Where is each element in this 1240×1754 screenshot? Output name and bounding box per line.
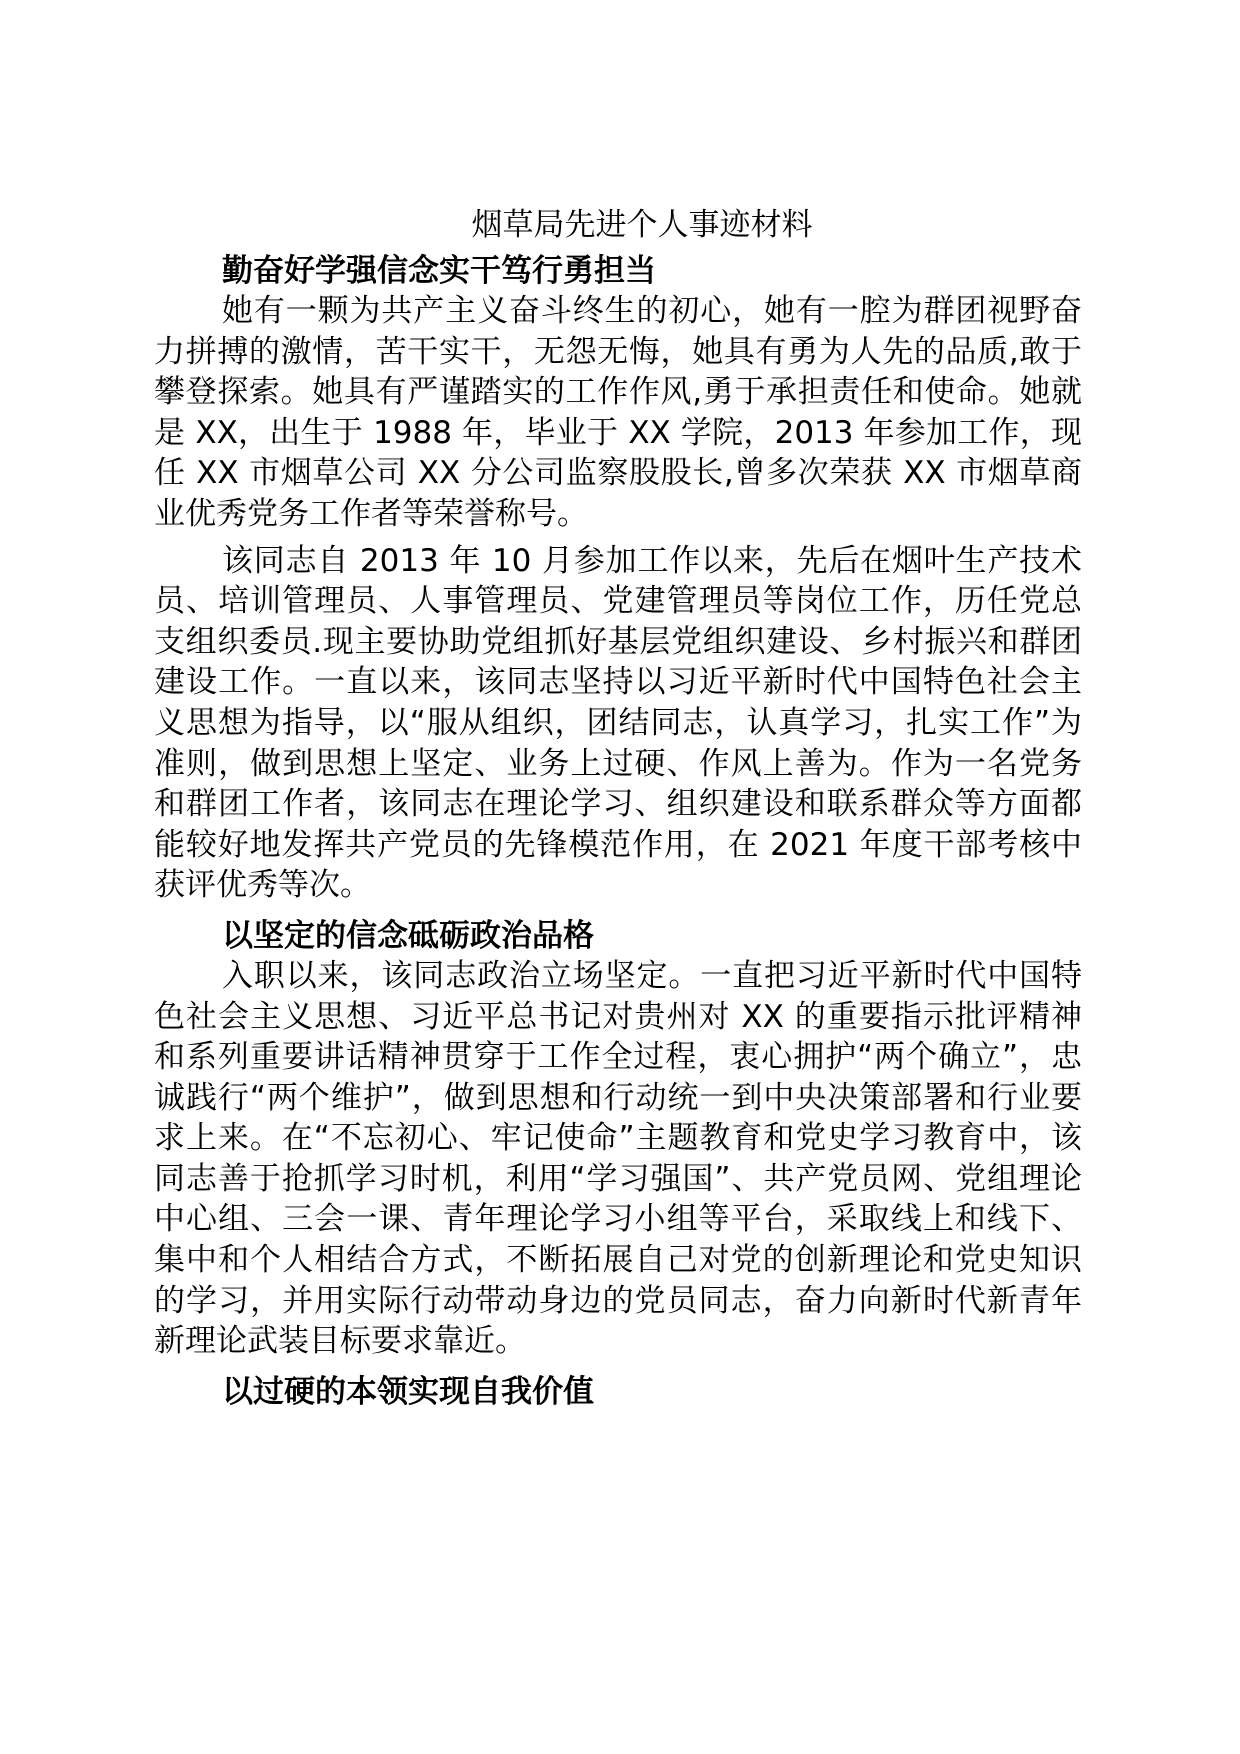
paragraph-political: 入职以来，该同志政治立场坚定。一直把习近平新时代中国特色社会主义思想、习近平总书记对贵州对 XX 的重要指示批评精神和系列重要讲话精神贯穿于工作全过程，衷心拥护“两个确立”，忠诚践行“两个维护”，做到思想和行动统一到中央决策部署和行业要求上来。在“不忘初心、牢记使命”主题教育和党史学习教育中，该同志善于抢抓学习时机，利用“学习强国”、共产党员网、党组理论中心组、三会一课、青年理论学习小组等平台，采取线上和线下、集中和个人相结合方式，不断拓展自己对党的创新理论和党史知识的学习，并用实际行动带动身边的党员同志，奋力向新时代新青年新理论武装目标要求靠近。 (154, 957, 1082, 1360)
paragraph-career: 该同志自 2013 年 10 月参加工作以来，先后在烟叶生产技术员、培训管理员、人事管理员、党建管理员等岗位工作，历任党总支组织委员.现主要协助党组抓好基层党组织建设、乡村振兴和群团建设工作。一直以来，该同志坚持以习近平新时代中国特色社会主义思想为指导，以“服从组织，团结同志，认真学习，扎实工作”为准则，做到思想上坚定、业务上过硬、作风上善为。作为一名党务和群团工作者，该同志在理论学习、组织建设和联系群众等方面都能较好地发挥共产党员的先锋模范作用，在 2021 年度干部考核中获评优秀等次。 (154, 542, 1082, 904)
section-heading-1: 勤奋好学强信念实干笃行勇担当 (222, 253, 656, 289)
document-page (154, 205, 1082, 1412)
document-title: 烟草局先进个人事迹材料 (471, 207, 813, 243)
paragraph-intro: 她有一颗为共产主义奋斗终生的初心，她有一腔为群团视野奋力拼搏的激情，苦干实干，无怨无悔，她具有勇为人先的品质,敢于攀登探索。她具有严谨踏实的工作作风,勇于承担责任和使命。她就是 XX，出生于 1988 年，毕业于 XX 学院，2013 年参加工作，现任 XX 市烟草公司 XX 分公司监察股股长,曾多次荣获 XX 市烟草商业优秀党务工作者等荣誉称号。 (154, 293, 1082, 532)
section-heading-2: 以坚定的信念砥砺政治品格 (222, 917, 594, 954)
section-heading-3: 以过硬的本领实现自我价值 (222, 1373, 594, 1410)
